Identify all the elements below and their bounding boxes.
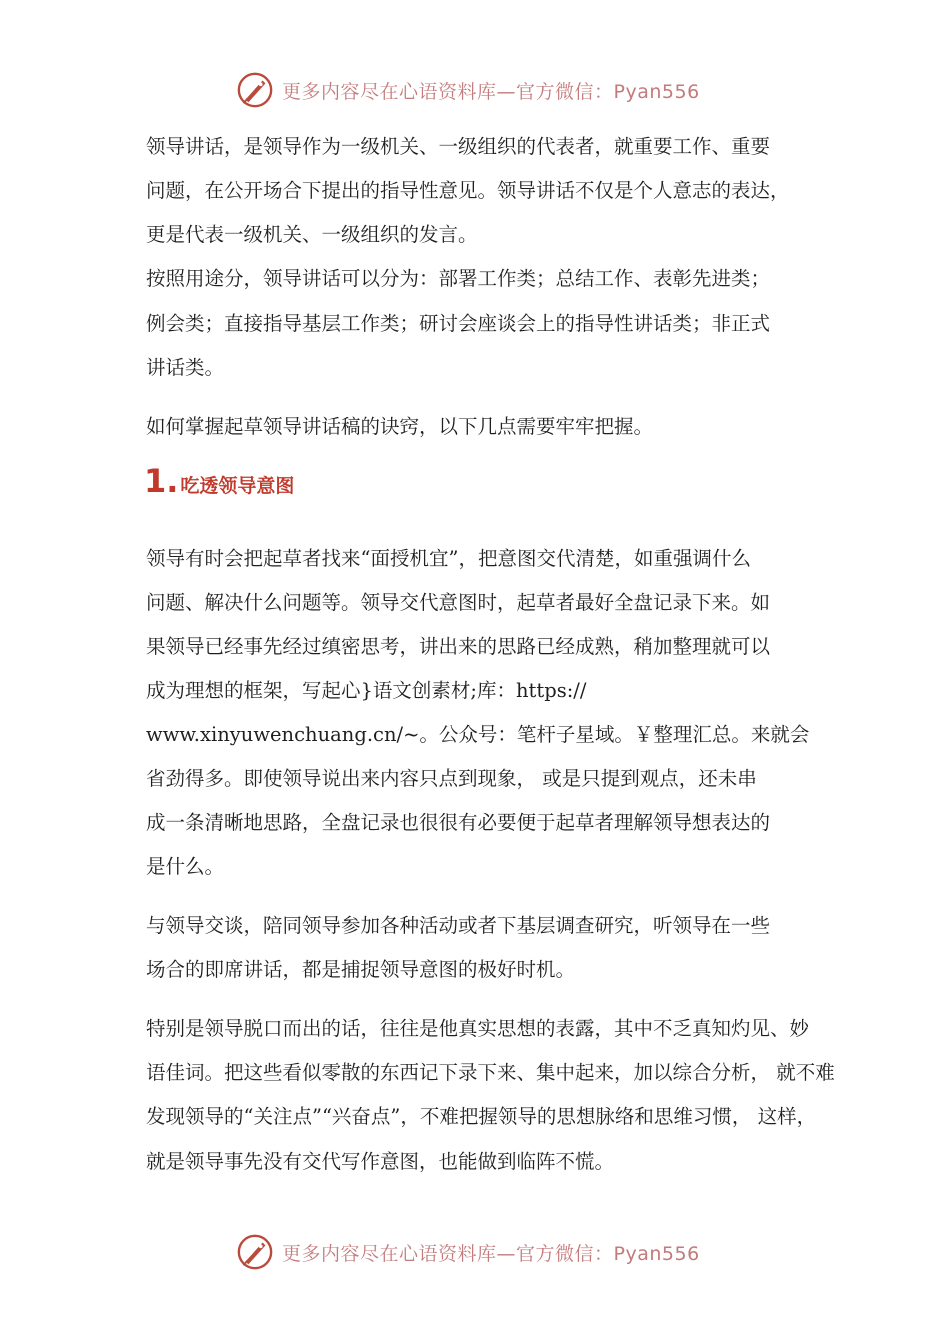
footer-banner-text: 更多内容尽在心语资料库—官方微信：Pyan556 <box>282 1242 700 1265</box>
intro-line: 更是代表一级机关、一级组织的发言。 <box>146 223 478 246</box>
body-line: 语佳词。把这些看似零散的东西记下录下来、集中起来，加以综合分析， 就不难 <box>146 1061 835 1084</box>
intro-line: 领导讲话，是领导作为一级机关、一级组织的代表者，就重要工作、重要 <box>146 135 771 158</box>
header-banner <box>236 70 756 110</box>
body-line: 成为理想的框架，写起心}语文创素材;库：https:// <box>146 679 587 702</box>
intro-line: 讲话类。 <box>146 356 225 379</box>
body-line: 果领导已经事先经过缜密思考，讲出来的思路已经成熟，稍加整理就可以 <box>146 635 771 658</box>
fountain-pen-logo-icon <box>236 1233 274 1271</box>
body-line: 问题、解决什么问题等。领导交代意图时，起草者最好全盘记录下来。如 <box>146 591 771 614</box>
header-banner-text: 更多内容尽在心语资料库—官方微信：Pyan556 <box>282 80 700 103</box>
footer-banner <box>236 1232 756 1272</box>
intro-line: 例会类；直接指导基层工作类；研讨会座谈会上的指导性讲话类；非正式 <box>146 312 771 335</box>
body-line: www.xinyuwenchuang.cn/~。公众号：笔杆子星域。￥整理汇总。来就会 <box>146 723 810 746</box>
intro-line: 如何掌握起草领导讲话稿的诀窍，以下几点需要牢牢把握。 <box>146 415 654 438</box>
fountain-pen-logo-icon <box>236 71 274 109</box>
body-line: 就是领导事先没有交代写作意图，也能做到临阵不慌。 <box>146 1150 615 1173</box>
body-line: 特别是领导脱口而出的话，往往是他真实思想的表露，其中不乏真知灼见、妙 <box>146 1017 810 1040</box>
section-number: 1. <box>144 462 179 500</box>
body-line: 场合的即席讲话，都是捕捉领导意图的极好时机。 <box>146 958 576 981</box>
body-line: 发现领导的“关注点”“兴奋点”，不难把握领导的思想脉络和思维习惯， 这样， <box>146 1105 817 1128</box>
body-line: 是什么。 <box>146 855 225 878</box>
intro-line: 问题，在公开场合下提出的指导性意见。领导讲话不仅是个人意志的表达， <box>146 179 790 202</box>
body-line: 成一条清晰地思路，全盘记录也很很有必要便于起草者理解领导想表达的 <box>146 811 771 834</box>
section-title: 吃透领导意图 <box>180 475 295 497</box>
body-line: 省劲得多。即使领导说出来内容只点到现象， 或是只提到观点，还未串 <box>146 767 757 790</box>
section-heading <box>144 462 294 500</box>
body-line: 领导有时会把起草者找来“面授机宜”，把意图交代清楚，如重强调什么 <box>146 547 751 570</box>
body-line: 与领导交谈，陪同领导参加各种活动或者下基层调查研究，听领导在一些 <box>146 914 771 937</box>
intro-line: 按照用途分，领导讲话可以分为：部署工作类；总结工作、表彰先进类； <box>146 267 771 290</box>
